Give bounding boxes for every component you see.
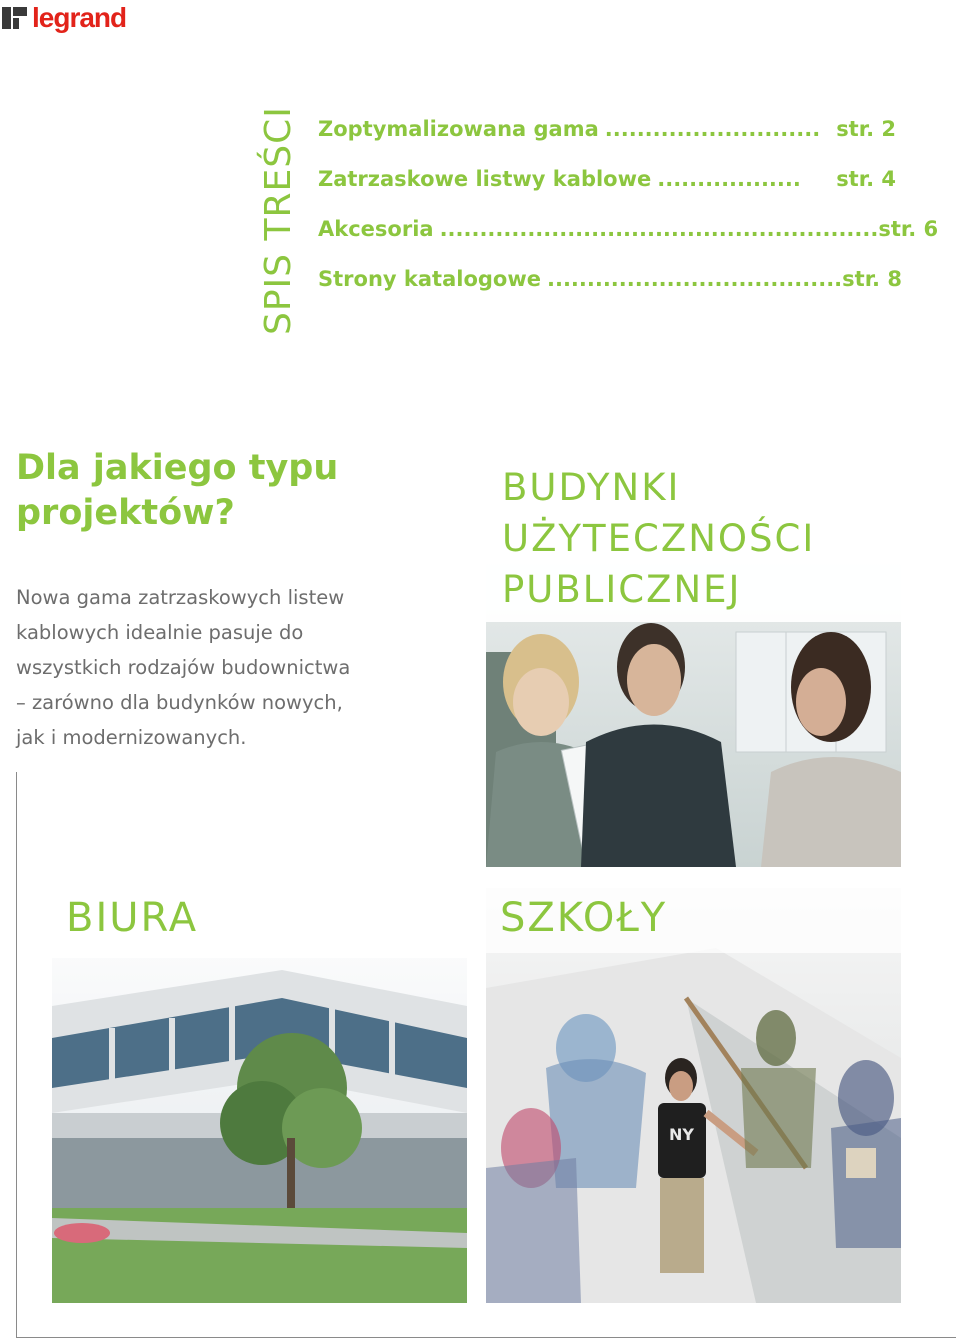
toc-entry-label: Strony katalogowe [318,267,541,291]
toc-entry-page: str. 2 [836,117,896,141]
legrand-logo-mark-icon [2,5,28,31]
toc-entry-label: Zoptymalizowana gama [318,117,599,141]
toc-entry-leader: ....................................................... [439,217,879,241]
toc-entry-page: str. 8 [842,267,902,291]
intro-line: – zarówno dla budynków nowych, [16,691,343,714]
public-buildings-label-line: PUBLICZNEJ [502,568,742,611]
public-buildings-panel [486,452,901,867]
schools-label: SZKOŁY [500,895,668,941]
logo-text: legrand [32,2,127,33]
section-heading [16,446,436,536]
section-heading-line: projektów? [16,493,235,533]
toc-entry[interactable] [318,204,939,254]
offices-photo [52,888,467,1303]
bottom-divider [16,1337,956,1338]
toc-entry-page: str. 4 [836,167,896,191]
section-heading-line: Dla jakiego typu [16,448,339,488]
public-buildings-label-line: UŻYTECZNOŚCI [502,517,816,560]
shirt-print-icon: NY [669,1125,694,1144]
toc-entry-label: Akcesoria [318,217,434,241]
toc-entry[interactable] [318,104,898,154]
intro-line: wszystkich rodzajów budownictwa [16,656,351,679]
offices-label: BIURA [66,895,199,941]
public-buildings-label-line: BUDYNKI [502,466,681,509]
intro-line: Nowa gama zatrzaskowych listew [16,586,345,609]
toc-entry-leader: ..................................... [546,267,843,291]
intro-line: kablowych idealnie pasuje do [16,621,304,644]
toc-entry[interactable] [318,254,902,304]
schools-photo [486,888,901,1303]
toc-title-text: SPIS TREŚCI [258,106,299,335]
schools-panel [486,888,901,1303]
left-divider [16,772,17,1338]
offices-panel [52,888,467,1303]
intro-paragraph [16,580,426,755]
intro-line: jak i modernizowanych. [16,726,247,749]
toc-entry-page: str. 6 [878,217,939,241]
toc-entry-leader: .................. [657,167,801,191]
table-of-contents [318,104,939,304]
toc-entry-label: Zatrzaskowe listwy kablowe [318,167,652,191]
public-buildings-label [502,462,815,615]
toc-entry-leader: ........................... [604,117,821,141]
toc-title [255,70,299,335]
legrand-logo [2,2,126,34]
toc-entry[interactable] [318,154,898,204]
